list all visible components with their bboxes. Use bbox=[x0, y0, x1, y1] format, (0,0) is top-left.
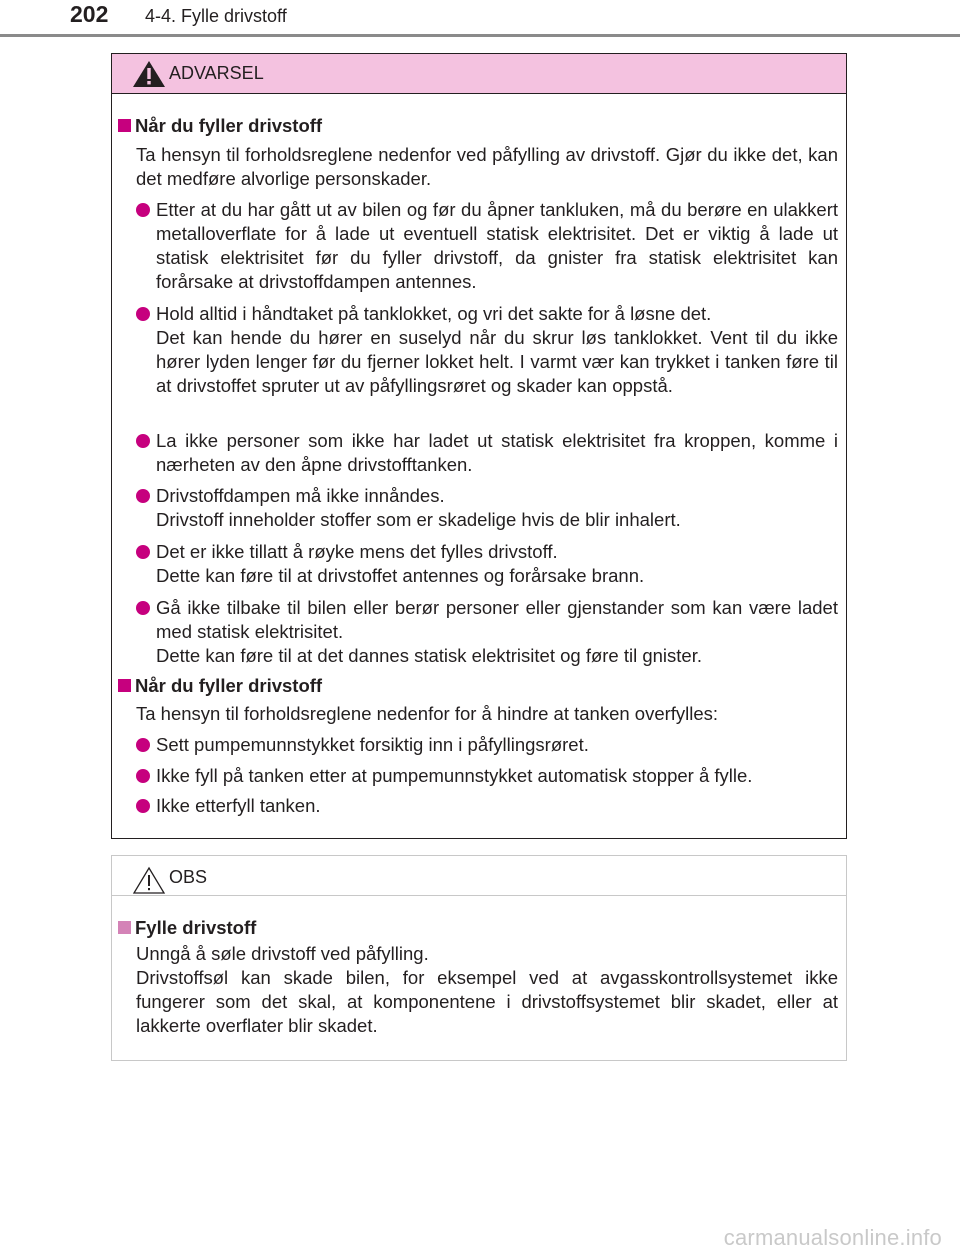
bullet-item: Ikke fyll på tanken etter at pumpemunnstykket automatisk stopper å fylle. bbox=[136, 764, 838, 788]
bullet-item: Sett pumpemunnstykket forsiktig inn i påfyllingsrøret. bbox=[136, 733, 838, 757]
bullet-item: Gå ikke tilbake til bilen eller berør personer eller gjenstander som kan være ladet med statisk elektrisitet. Dette kan føre til at det dannes statisk elektrisitet og føre til gnister. bbox=[136, 596, 838, 668]
square-bullet-icon bbox=[118, 679, 131, 692]
bullet-item: La ikke personer som ikke har ladet ut statisk elektrisitet fra kroppen, komme i nærheten av den åpne drivstofftanken. bbox=[136, 429, 838, 477]
round-bullet-icon bbox=[136, 203, 150, 217]
section-intro: Ta hensyn til forholdsreglene nedenfor for å hindre at tanken overfylles: bbox=[136, 703, 719, 724]
footer-watermark: carmanualsonline.info bbox=[723, 1225, 942, 1250]
page-header bbox=[0, 0, 960, 40]
warning-header bbox=[112, 54, 846, 94]
round-bullet-icon bbox=[136, 738, 150, 752]
header-rule bbox=[0, 34, 960, 37]
square-bullet-icon bbox=[118, 119, 131, 132]
section-intro: Ta hensyn til forholdsreglene nedenfor ved påfylling av drivstoff. Gjør du ikke det, kan det medføre alvorlige personskader. bbox=[136, 144, 838, 189]
section-title: 4-4. Fylle drivstoff bbox=[145, 6, 287, 26]
round-bullet-icon bbox=[136, 545, 150, 559]
notice-text: Unngå å søle drivstoff ved påfylling. Drivstoffsøl kan skade bilen, for eksempel ved at avgasskontrollsystemet ikke fungerer som det skal, at komponentene i drivstoffsystemet blir skadet, eller at lakkerte overflater blir skadet. bbox=[136, 943, 838, 1036]
warning-box: ADVARSEL Når du fyller drivstoff Ta hensyn til forholdsreglene nedenfor ved påfylling av drivstoff. Gjør du ikke det, kan det medføre alvorlige personskader. Etter at du har gått ut av bilen og før du åpner tankluken, må du berøre en ulakkert metalloverflate for å lade ut eventuell statisk elektrisitet. Det er viktig å lade ut statisk elektrisitet før du fyller drivstoff, da gnister fra statisk elektrisitet kan forårsake at drivstoffdampen antennes. Hold alltid i håndtaket på tanklokket, og vri det sakte for å løsne det. Det kan hende du hører en suselyd når du skrur løs tanklokket. Vent til du ikke hører lyden lenger før du fjerner lokket helt. I varmt vær kan trykket i tanken føre til at drivstoffet spruter ut av påfyllingsrøret og skader kan oppstå. La ikke personer som ikke har ladet ut statisk elektrisitet fra kroppen, komme i nærheten av den åpne drivstofftanken. Drivstoffdampen må ikke innåndes. Drivstoff inneholder stoffer som er skadelige hvis de blir inhalert. Det er ikke tillatt å røyke mens det fylles drivstoff. Dette kan føre til at drivstoffet antennes og forårsake brann. Gå ikke tilbake til bilen eller berør personer eller gjenstander som kan være ladet med statisk elektrisitet. Dette kan føre til at det dannes statisk elektrisitet og føre til gnister. Når du fyller drivstoff Ta hensyn til forholdsreglene nedenfor for å hindre at tanken overfylles: Sett pumpemunnstykket forsiktig inn i påfyllingsrøret. Ikke fyll på tanken etter at pumpemunnstykket automatisk stopper å fylle. Ikke etterfyll tanken. bbox=[111, 53, 847, 839]
round-bullet-icon bbox=[136, 307, 150, 321]
bullet-item: Det er ikke tillatt å røyke mens det fylles drivstoff. Dette kan føre til at drivstoffet antennes og forårsake brann. bbox=[136, 540, 838, 588]
warning-triangle-icon bbox=[132, 60, 166, 88]
bullet-item: Etter at du har gått ut av bilen og før du åpner tankluken, må du berøre en ulakkert metalloverflate for å lade ut eventuell statisk elektrisitet. Det er viktig å lade ut statisk elektrisitet før du fyller drivstoff, da gnister fra statisk elektrisitet kan forårsake at drivstoffdampen antennes. bbox=[136, 198, 838, 294]
round-bullet-icon bbox=[136, 489, 150, 503]
round-bullet-icon bbox=[136, 769, 150, 783]
round-bullet-icon bbox=[136, 434, 150, 448]
square-bullet-icon bbox=[118, 921, 131, 934]
notice-box: OBS Fylle drivstoff Unngå å søle drivstoff ved påfylling. Drivstoffsøl kan skade bilen, for eksempel ved at avgasskontrollsystemet ikke fungerer som det skal, at komponentene i drivstoffsystemet blir skadet, eller at lakkerte overflater blir skadet. bbox=[111, 855, 847, 1061]
bullet-item: Ikke etterfyll tanken. bbox=[136, 794, 838, 818]
warning-label: ADVARSEL bbox=[169, 63, 264, 83]
page-number: 202 bbox=[70, 1, 109, 27]
bullet-item: Drivstoffdampen må ikke innåndes. Drivstoff inneholder stoffer som er skadelige hvis de blir inhalert. bbox=[136, 484, 838, 532]
notice-header bbox=[112, 856, 846, 896]
bullet-item: Hold alltid i håndtaket på tanklokket, og vri det sakte for å løsne det. Det kan hende du hører en suselyd når du skrur løs tanklokket. Vent til du ikke hører lyden lenger før du fjerner lokket helt. I varmt vær kan trykket i tanken føre til at drivstoffet spruter ut av påfyllingsrøret og skader kan oppstå. bbox=[136, 302, 838, 398]
notice-label: OBS bbox=[169, 867, 208, 887]
caution-outline-triangle-icon bbox=[132, 866, 166, 894]
round-bullet-icon bbox=[136, 601, 150, 615]
round-bullet-icon bbox=[136, 799, 150, 813]
